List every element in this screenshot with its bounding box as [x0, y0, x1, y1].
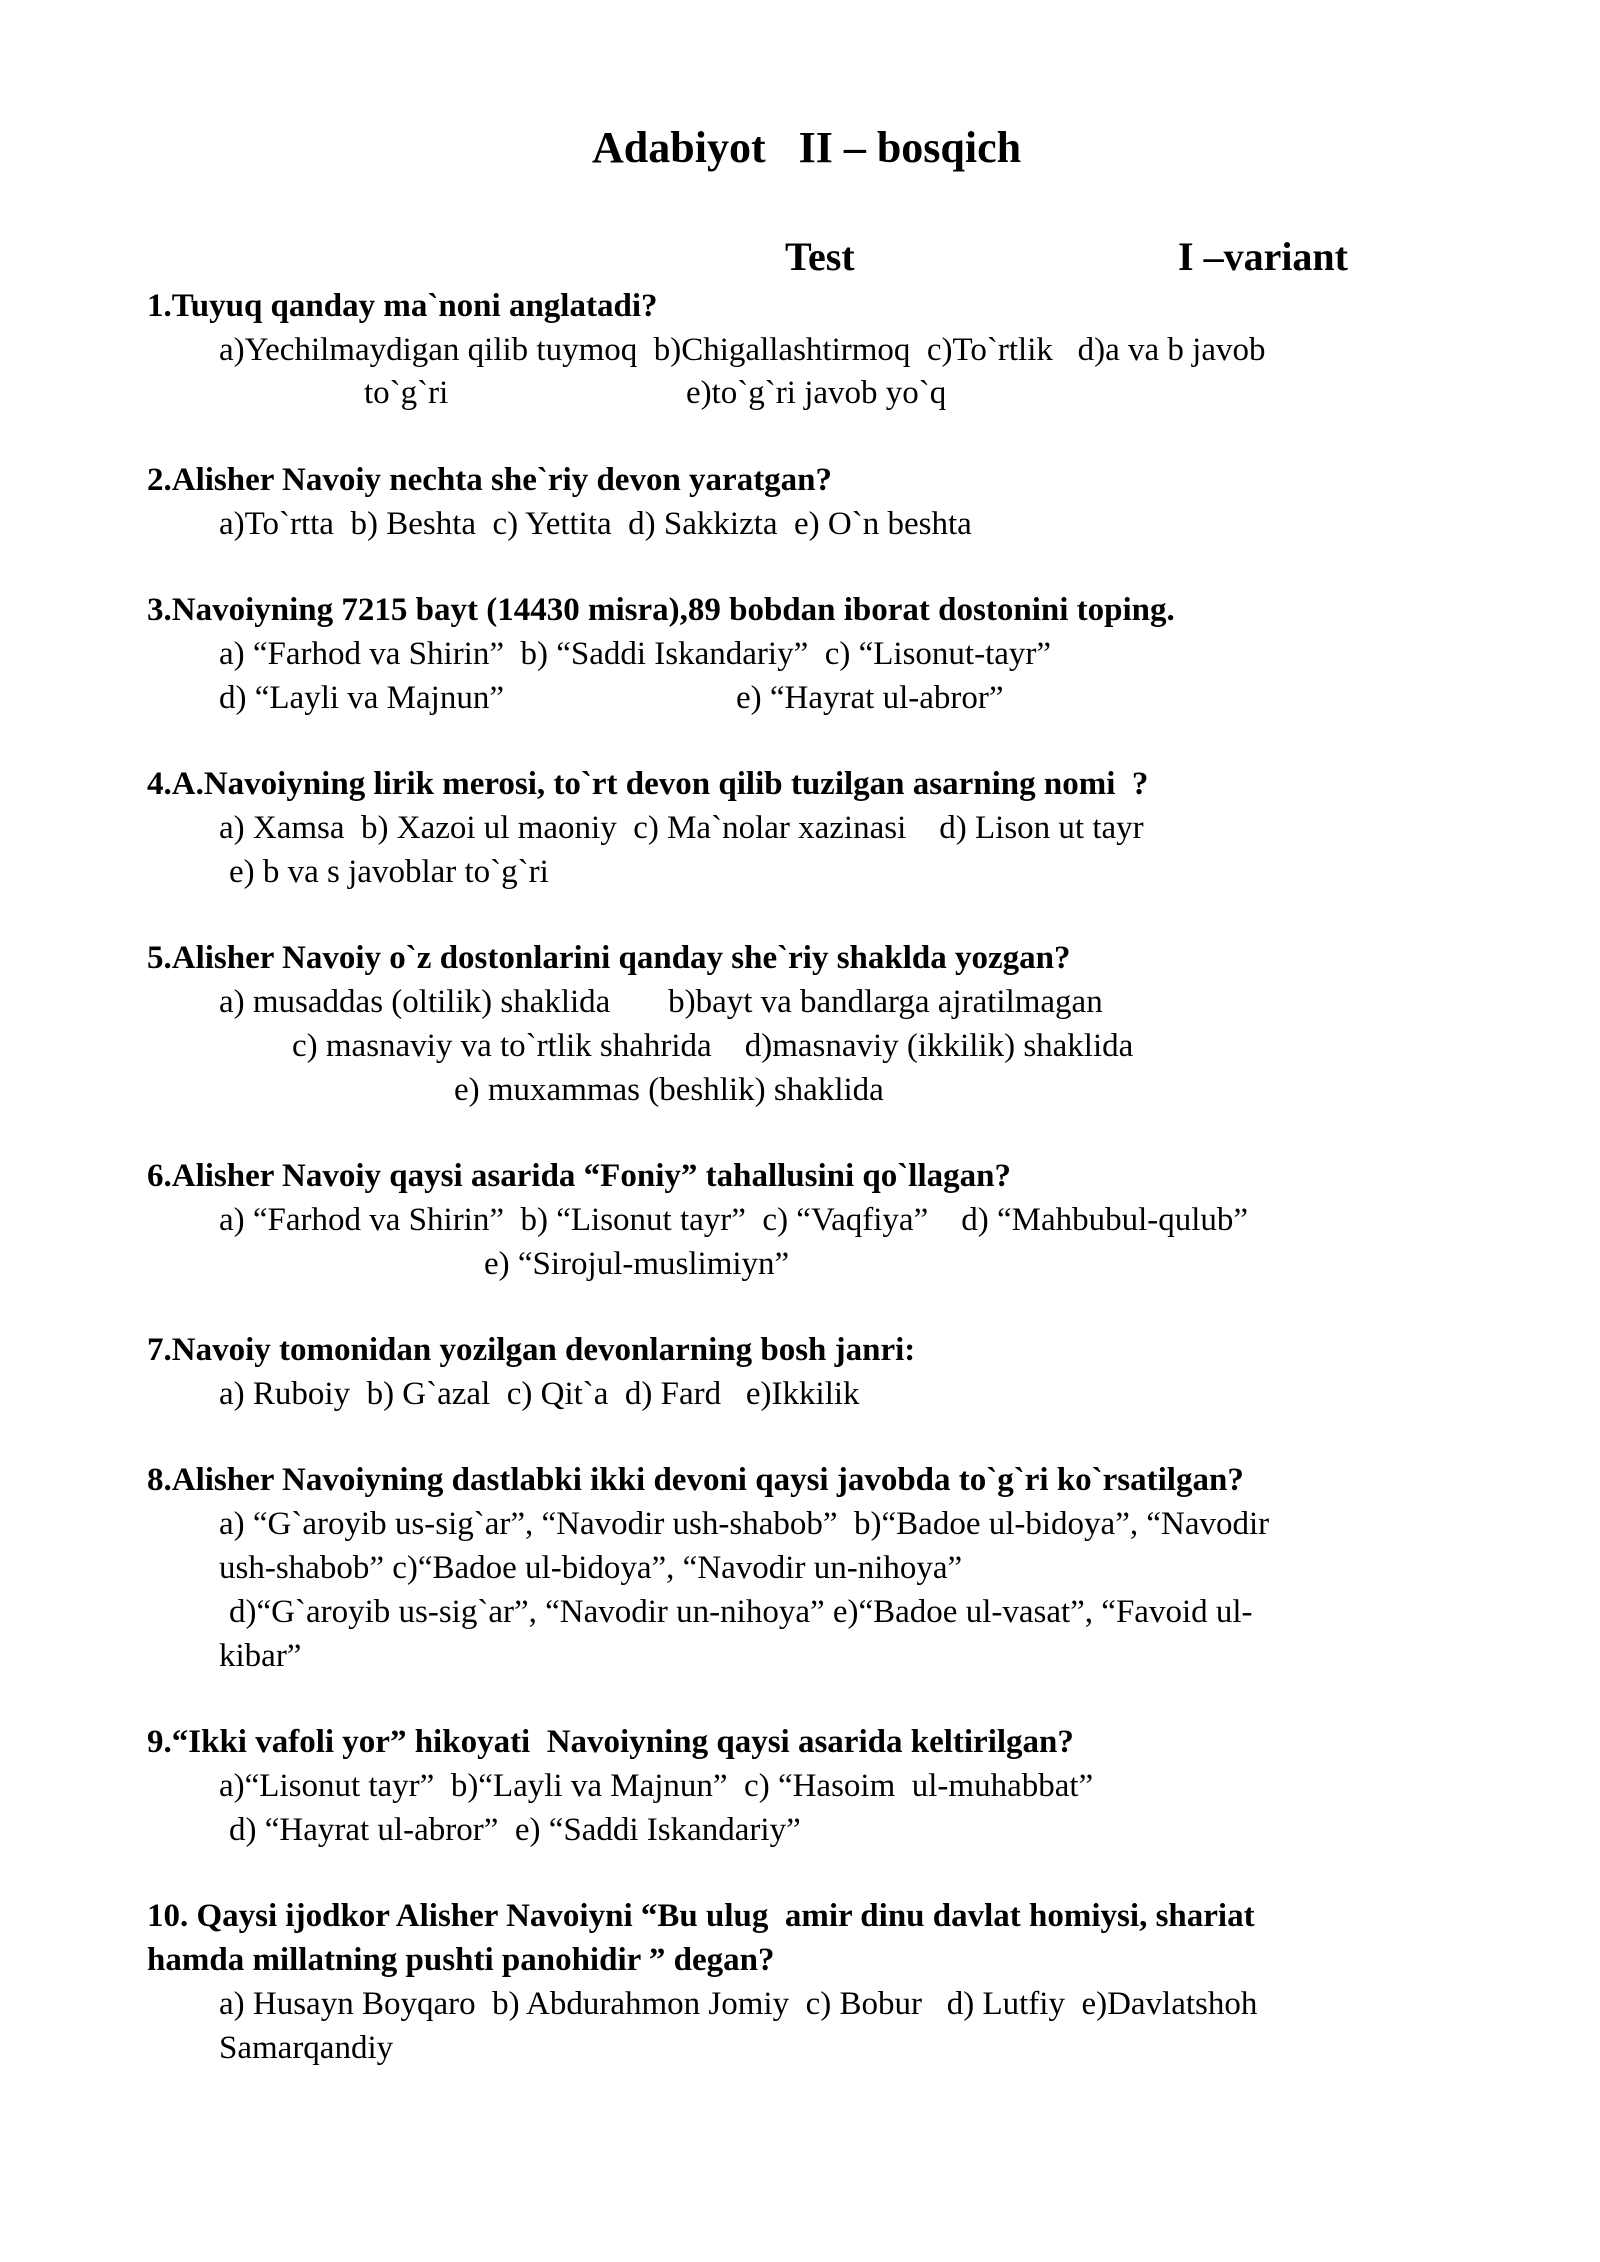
answers-8-line-4: kibar” — [219, 1638, 302, 1674]
answers-4-line-2: e) b va s javoblar to`g`ri — [229, 854, 549, 890]
answers-9-line-2: d) “Hayrat ul-abror” e) “Saddi Iskandariy” — [229, 1812, 801, 1848]
answers-6-line-1: a) “Farhod va Shirin” b) “Lisonut tayr” c) “Vaqfiya” d) “Mahbubul-qulub” — [219, 1202, 1249, 1238]
question-10-line-2: hamda millatning pushti panohidir ” degan? — [147, 1942, 775, 1978]
answers-3-line-3: e) “Hayrat ul-abror” — [736, 680, 1004, 716]
answers-1-line-3: e)to`g`ri javob yo`q — [686, 375, 947, 411]
question-9: 9.“Ikki vafoli yor” hikoyati Navoiyning qaysi asarida keltirilgan? — [147, 1724, 1074, 1760]
answers-3-line-1: a) “Farhod va Shirin” b) “Saddi Iskandariy” c) “Lisonut-tayr” — [219, 636, 1052, 672]
answers-5-line-2: c) masnaviy va to`rtlik shahrida d)masnaviy (ikkilik) shaklida — [292, 1028, 1134, 1064]
answers-5-line-3: e) muxammas (beshlik) shaklida — [454, 1072, 884, 1108]
answers-1-line-1: a)Yechilmaydigan qilib tuymoq b)Chigallashtirmoq c)To`rtlik d)a va b javob — [219, 332, 1266, 368]
variant-label: I –variant — [1178, 234, 1348, 279]
question-2: 2.Alisher Navoiy nechta she`riy devon yaratgan? — [147, 462, 833, 498]
answers-3-line-2: d) “Layli va Majnun” — [219, 680, 504, 716]
answers-1-line-2: to`g`ri — [364, 375, 449, 411]
question-8: 8.Alisher Navoiyning dastlabki ikki devoni qaysi javobda to`g`ri ko`rsatilgan? — [147, 1462, 1244, 1498]
page-title: Adabiyot II – bosqich — [592, 123, 1022, 172]
question-7: 7.Navoiy tomonidan yozilgan devonlarning bosh janri: — [147, 1332, 916, 1368]
answers-10-line-1: a) Husayn Boyqaro b) Abdurahmon Jomiy c) Bobur d) Lutfiy e)Davlatshoh — [219, 1986, 1258, 2022]
answers-7-line-1: a) Ruboiy b) G`azal c) Qit`a d) Fard e)Ikkilik — [219, 1376, 860, 1412]
answers-6-line-2: e) “Sirojul-muslimiyn” — [484, 1246, 790, 1282]
answers-2-line-1: a)To`rtta b) Beshta c) Yettita d) Sakkizta e) O`n beshta — [219, 506, 972, 542]
answers-4-line-1: a) Xamsa b) Xazoi ul maoniy c) Ma`nolar xazinasi d) Lison ut tayr — [219, 810, 1144, 846]
answers-8-line-1: a) “G`aroyib us-sig`ar”, “Navodir ush-shabob” b)“Badoe ul-bidoya”, “Navodir — [219, 1506, 1270, 1542]
question-10-line-1: 10. Qaysi ijodkor Alisher Navoiyni “Bu ulug amir dinu davlat homiysi, shariat — [147, 1898, 1255, 1934]
question-5: 5.Alisher Navoiy o`z dostonlarini qanday she`riy shaklda yozgan? — [147, 940, 1071, 976]
question-3: 3.Navoiyning 7215 bayt (14430 misra),89 bobdan iborat dostonini toping. — [147, 592, 1175, 628]
answers-5-line-1: a) musaddas (oltilik) shaklida b)bayt va bandlarga ajratilmagan — [219, 984, 1103, 1020]
answers-9-line-1: a)“Lisonut tayr” b)“Layli va Majnun” c) “Hasoim ul-muhabbat” — [219, 1768, 1094, 1804]
answers-8-line-2: ush-shabob” c)“Badoe ul-bidoya”, “Navodir un-nihoya” — [219, 1550, 963, 1586]
answers-8-line-3: d)“G`aroyib us-sig`ar”, “Navodir un-nihoya” e)“Badoe ul-vasat”, “Favoid ul- — [229, 1594, 1253, 1630]
question-4: 4.A.Navoiyning lirik merosi, to`rt devon qilib tuzilgan asarning nomi ? — [147, 766, 1149, 802]
test-label: Test — [785, 234, 855, 279]
answers-10-line-2: Samarqandiy — [219, 2030, 394, 2066]
question-1: 1.Tuyuq qanday ma`noni anglatadi? — [147, 288, 658, 324]
question-6: 6.Alisher Navoiy qaysi asarida “Foniy” tahallusini qo`llagan? — [147, 1158, 1011, 1194]
